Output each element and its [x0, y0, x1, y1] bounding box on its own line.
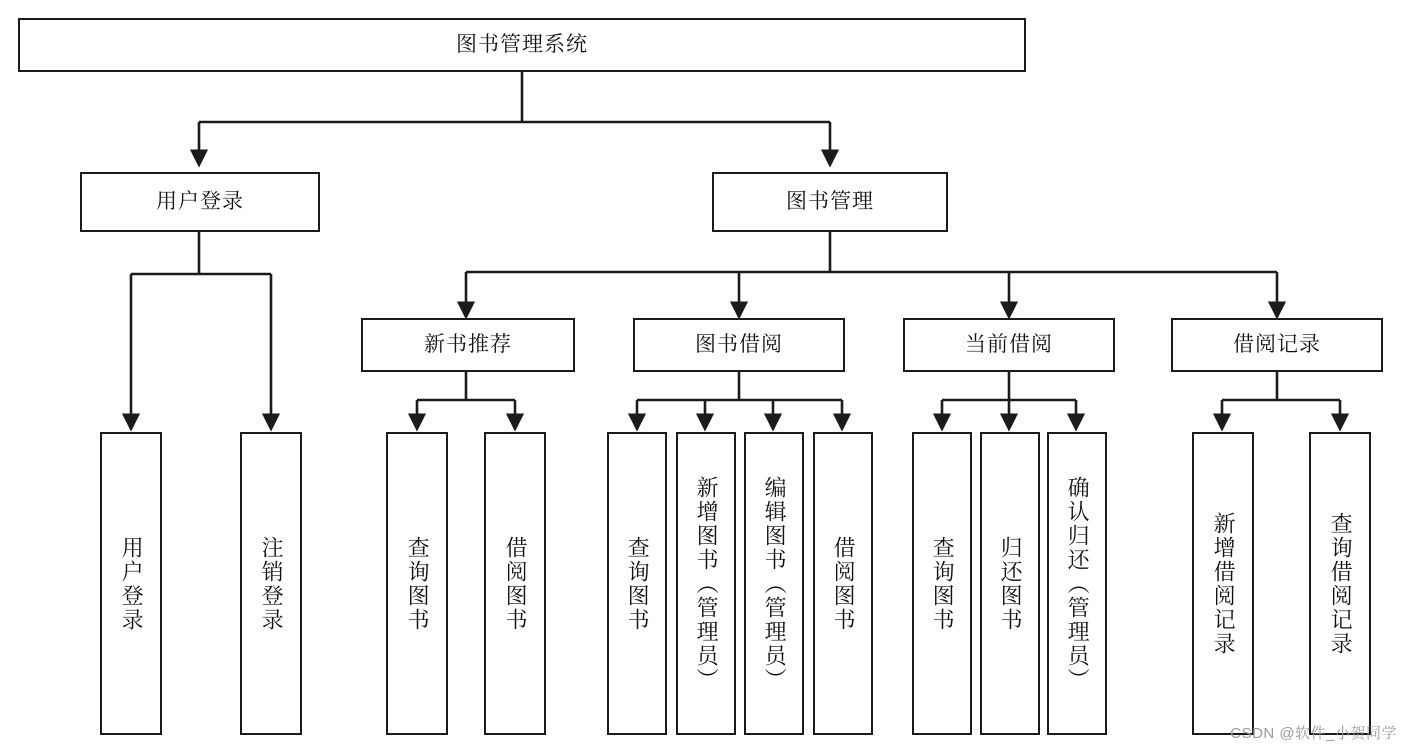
leaf-label: 查询借阅记录	[1328, 511, 1354, 656]
leaf-label: 编辑图书（管理员）	[762, 475, 788, 692]
node-root[interactable]	[18, 18, 1026, 72]
leaf-label: 查询图书	[405, 535, 431, 632]
node-book-borrow[interactable]	[633, 318, 845, 372]
node-book-management-label: 图书管理	[786, 189, 874, 213]
leaf-borrow-query-book[interactable]	[607, 432, 667, 735]
leaf-label: 查询图书	[625, 535, 651, 632]
node-current-borrow[interactable]	[903, 318, 1115, 372]
leaf-borrow-edit-book[interactable]	[744, 432, 804, 735]
leaf-label: 新增图书（管理员）	[694, 475, 720, 692]
leaf-label: 新增借阅记录	[1211, 511, 1237, 656]
node-borrow-records-label: 借阅记录	[1233, 332, 1321, 356]
leaf-login-logout[interactable]	[240, 432, 302, 735]
leaf-borrow-add-book[interactable]	[676, 432, 736, 735]
leaf-current-confirm-return[interactable]	[1047, 432, 1107, 735]
leaf-records-query-record[interactable]	[1309, 432, 1371, 735]
leaf-borrow-borrow-book[interactable]	[813, 432, 873, 735]
node-user-login[interactable]	[80, 172, 320, 232]
leaf-label: 查询图书	[930, 535, 956, 632]
leaf-current-return-book[interactable]	[980, 432, 1040, 735]
node-user-login-label: 用户登录	[156, 189, 244, 213]
leaf-label: 借阅图书	[503, 535, 529, 632]
watermark: CSDN @软件_小贺同学	[1230, 725, 1397, 742]
node-book-management[interactable]	[712, 172, 948, 232]
leaf-label: 确认归还（管理员）	[1065, 475, 1091, 692]
node-new-book-recommend-label: 新书推荐	[424, 332, 512, 356]
leaf-recommend-query-book[interactable]	[386, 432, 448, 735]
leaf-label: 归还图书	[998, 535, 1024, 632]
node-root-label: 图书管理系统	[456, 32, 588, 56]
leaf-current-query-book[interactable]	[912, 432, 972, 735]
leaf-recommend-borrow-book[interactable]	[484, 432, 546, 735]
leaf-login-user-login[interactable]	[100, 432, 162, 735]
leaf-label: 用户登录	[119, 535, 145, 632]
leaf-records-add-record[interactable]	[1192, 432, 1254, 735]
node-current-borrow-label: 当前借阅	[965, 332, 1053, 356]
node-new-book-recommend[interactable]	[361, 318, 575, 372]
leaf-label: 借阅图书	[831, 535, 857, 632]
node-borrow-records[interactable]	[1171, 318, 1383, 372]
leaf-label: 注销登录	[259, 535, 285, 632]
node-book-borrow-label: 图书借阅	[695, 332, 783, 356]
